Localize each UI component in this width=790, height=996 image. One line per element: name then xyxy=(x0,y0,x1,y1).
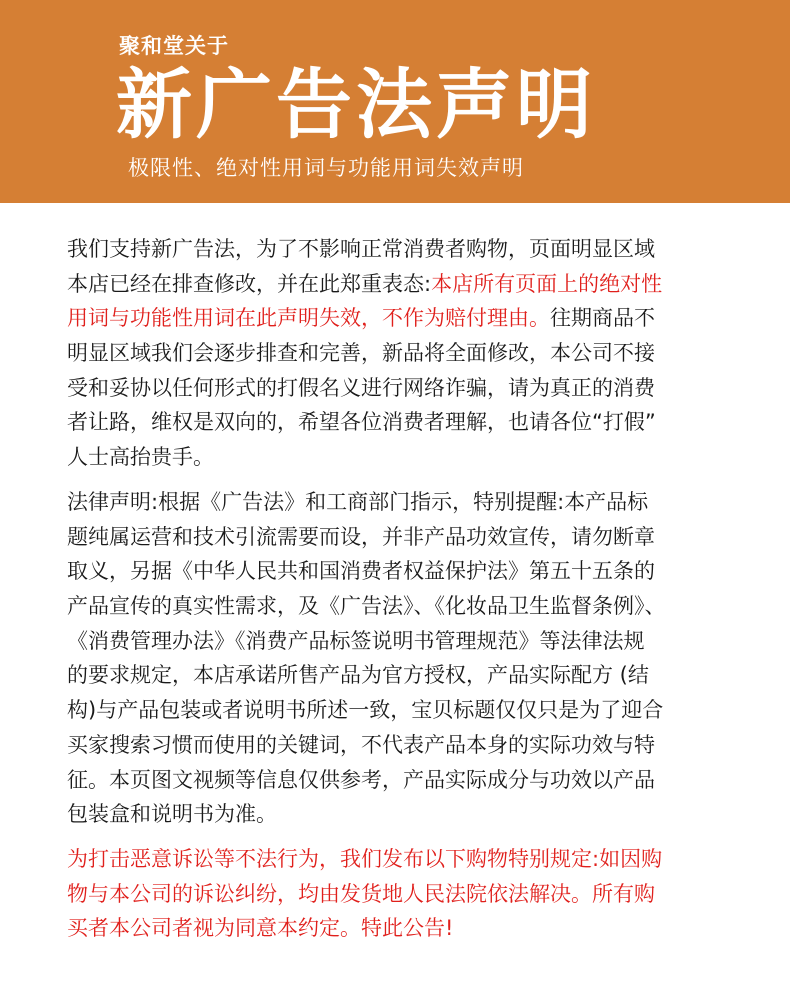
highlight-text: 本店所有页面上的绝对性 xyxy=(431,271,663,296)
paragraph-line: 受和妥协以任何形式的打假名义进行网络诈骗，请为真正的消费 xyxy=(67,375,655,400)
paragraph-line: 法律声明:根据《广告法》和工商部门指示，特别提醒:本产品标 xyxy=(67,490,649,514)
statement-paragraph xyxy=(67,232,767,475)
paragraph-text: 往期商品不 xyxy=(550,306,655,331)
paragraph-line xyxy=(67,301,767,336)
paragraph-line: 买家搜索习惯而使用的关键词，不代表产品本身的实际功效与特 xyxy=(67,732,655,757)
paragraph-line: 产品宣传的真实性需求，及《广告法》、《化妆品卫生监督条例》、 xyxy=(67,594,666,619)
paragraph-line: 《消费管理办法》《消费产品标签说明书管理规范》等法律法规 xyxy=(67,628,645,653)
special-rules-paragraph xyxy=(67,842,767,946)
paragraph-line: 明显区域我们会逐步排查和完善，新品将全面修改，本公司不接 xyxy=(67,341,655,366)
page-title: 新广告法声明 xyxy=(116,60,596,149)
legal-statement-paragraph xyxy=(67,485,767,832)
paragraph-text: 本店已经在排查修改，并在此郑重表态: xyxy=(67,271,432,296)
paragraph-line: 取义，另据《中华人民共和国消费者权益保护法》第五十五条的 xyxy=(67,559,655,584)
paragraph-line: 构)与产品包装或者说明书所述一致，宝贝标题仅仅只是为了迎合 xyxy=(67,698,664,723)
paragraph-line: 为打击恶意诉讼等不法行为，我们发布以下购物特别规定:如因购 xyxy=(67,847,663,871)
paragraph-line: 买者本公司者视为同意本约定。特此公告! xyxy=(67,916,454,941)
paragraph-line: 我们支持新广告法，为了不影响正常消费者购物，页面明显区域 xyxy=(67,237,655,261)
header-subtitle-top: 聚和堂关于 xyxy=(119,34,229,58)
paragraph-line xyxy=(67,267,767,302)
paragraph-line: 题纯属运营和技术引流需要而设，并非产品功效宣传，请勿断章 xyxy=(67,524,655,549)
paragraph-line: 包装盒和说明书为准。 xyxy=(67,802,277,827)
header-subtitle-bottom: 极限性、绝对性用词与功能用词失效声明 xyxy=(128,156,524,180)
paragraph-line: 者让路，维权是双向的，希望各位消费者理解，也请各位“打假” xyxy=(67,410,656,435)
paragraph-line: 物与本公司的诉讼纠纷，均由发货地人民法院依法解决。所有购 xyxy=(67,881,655,906)
paragraph-line: 人士高抬贵手。 xyxy=(67,445,214,470)
header-banner xyxy=(0,0,790,203)
highlight-text: 用词与功能性用词在此声明失效，不作为赔付理由。 xyxy=(67,306,550,331)
paragraph-line: 的要求规定，本店承诺所售产品为官方授权，产品实际配方 (结 xyxy=(67,663,649,688)
paragraph-line: 征。本页图文视频等信息仅供参考，产品实际成分与功效以产品 xyxy=(67,767,655,792)
